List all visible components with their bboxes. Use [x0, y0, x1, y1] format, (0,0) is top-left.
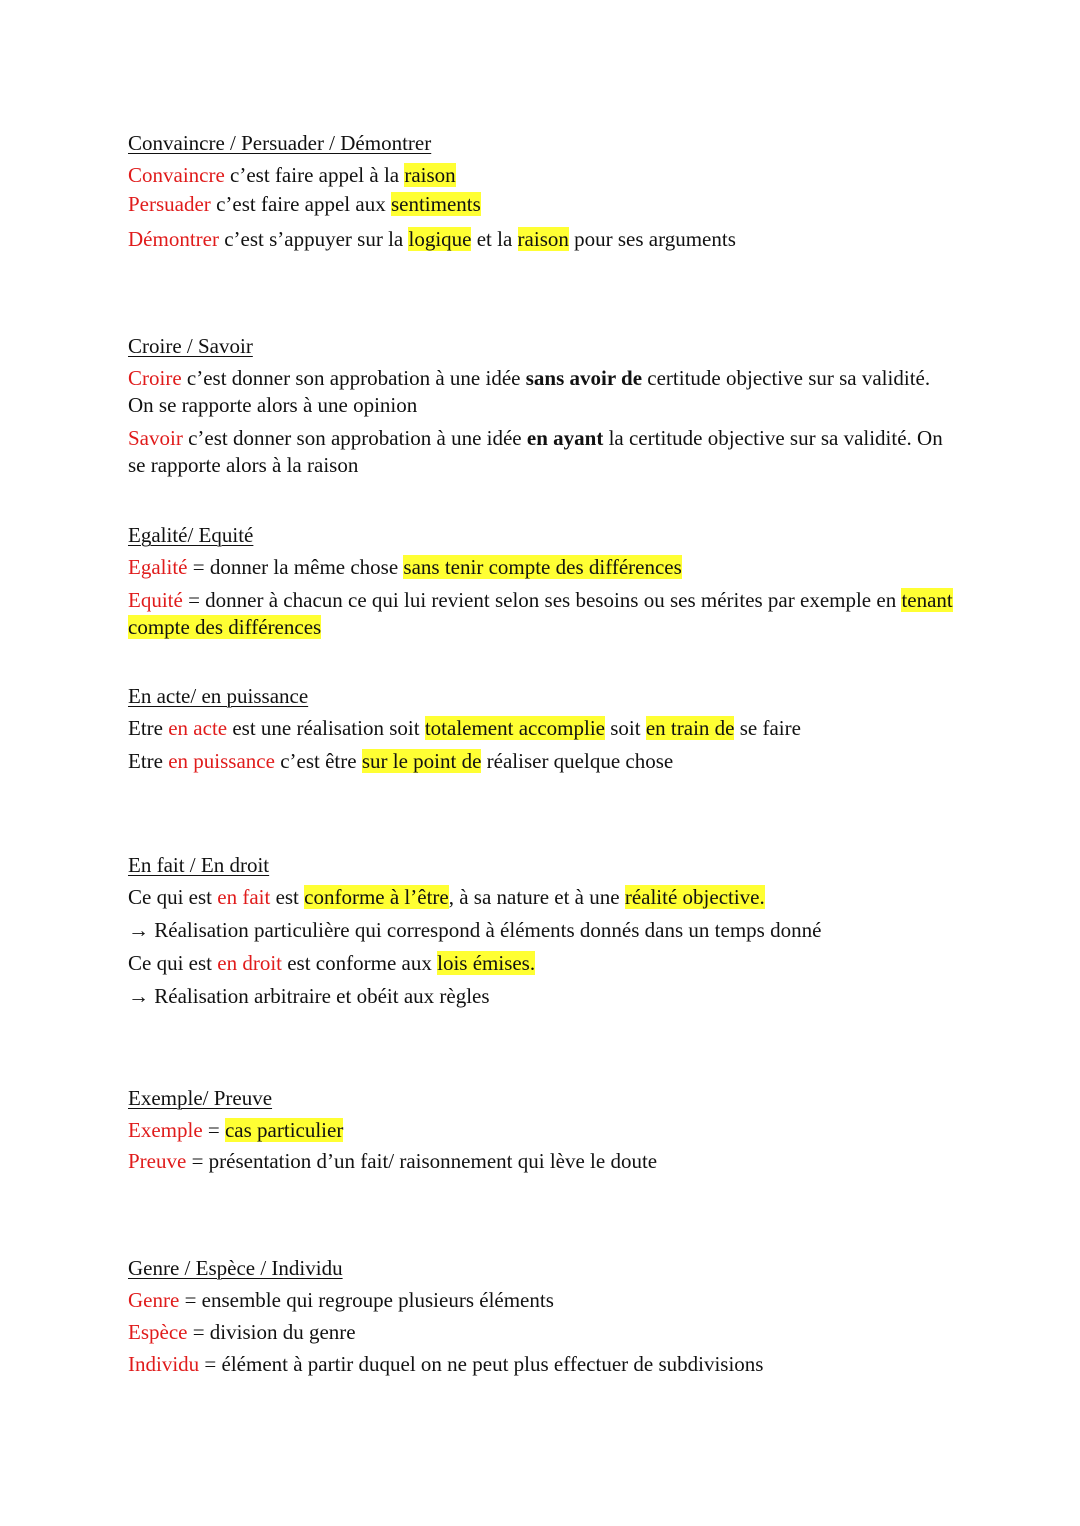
highlight: totalement accomplie	[424, 716, 605, 740]
highlight: sur le point de	[361, 749, 482, 773]
definition-line	[128, 1351, 958, 1378]
text: Etre	[128, 749, 169, 773]
text: Réalisation particulière qui correspond à éléments donnés dans un temps donné	[149, 918, 822, 942]
section-title: Convaincre / Persuader / Démontrer	[128, 131, 432, 155]
highlight: logique	[408, 227, 472, 251]
text: , à sa nature et à une	[448, 885, 625, 909]
section-acte-puissance	[128, 681, 958, 775]
term: Convaincre	[128, 163, 225, 187]
definition-paragraph	[128, 425, 958, 479]
definition-line	[128, 554, 958, 581]
text: = élément à partir duquel on ne peut plus effectuer de subdivisions	[199, 1352, 764, 1376]
definition-line	[128, 917, 958, 944]
definition-line	[128, 1287, 958, 1314]
bold-text: en ayant	[526, 426, 604, 450]
text: Réalisation arbitraire et obéit aux règles	[149, 984, 490, 1008]
text: c’est faire appel aux	[210, 192, 391, 216]
text: Etre	[128, 716, 169, 740]
highlight: cas particulier	[224, 1118, 344, 1142]
section-title: Exemple/ Preuve	[128, 1086, 273, 1110]
text: = donner à chacun ce qui lui revient selon ses besoins ou ses mérites par exemple en	[182, 588, 902, 612]
text: est	[270, 885, 305, 909]
term: en fait	[217, 885, 271, 909]
definition-line	[128, 226, 958, 253]
section-genre-espece-individu	[128, 1253, 958, 1378]
text: pour ses arguments	[568, 227, 736, 251]
section-title: Egalité/ Equité	[128, 523, 254, 547]
term: Exemple	[128, 1118, 203, 1142]
text: c’est donner son approbation à une idée	[182, 426, 527, 450]
text: est conforme aux	[281, 951, 438, 975]
section-title: En fait / En droit	[128, 853, 270, 877]
highlight: en train de	[645, 716, 735, 740]
term: Individu	[128, 1352, 200, 1376]
text: = ensemble qui regroupe plusieurs éléments	[179, 1288, 554, 1312]
highlight: lois émises.	[437, 951, 536, 975]
text: c’est faire appel à la	[224, 163, 405, 187]
highlight: raison	[404, 163, 456, 187]
text: c’est donner son approbation à une idée	[181, 366, 526, 390]
text: est une réalisation soit	[227, 716, 425, 740]
term: en puissance	[168, 749, 275, 773]
text: = division du genre	[187, 1320, 356, 1344]
highlight: sentiments	[390, 192, 481, 216]
text: certitude objective sur sa validité. On se rapporte alors à une opinion	[128, 366, 931, 417]
text: la certitude objective sur sa validité. On se rapporte alors à la raison	[128, 426, 943, 477]
text: c’est s’appuyer sur la	[218, 227, 409, 251]
highlight: sans tenir compte des différences	[403, 555, 682, 579]
section-fait-droit	[128, 850, 958, 1010]
text: =	[202, 1118, 225, 1142]
definition-line	[128, 983, 958, 1010]
highlight: conforme à l’être	[304, 885, 449, 909]
term: Persuader	[128, 192, 211, 216]
definition-line	[128, 884, 958, 911]
definition-line	[128, 950, 958, 977]
definition-line	[128, 1117, 958, 1144]
section-title: En acte/ en puissance	[128, 684, 309, 708]
highlight: réalité objective.	[624, 885, 765, 909]
term: Démontrer	[128, 227, 219, 251]
section-egalite-equite	[128, 520, 958, 641]
text: Ce qui est	[128, 951, 218, 975]
definition-line	[128, 1319, 958, 1346]
term: Espèce	[128, 1320, 188, 1344]
text: c’est être	[274, 749, 362, 773]
arrow-icon: →	[128, 984, 149, 1008]
term: Savoir	[128, 426, 183, 450]
definition-line	[128, 162, 958, 189]
term: Genre	[128, 1288, 180, 1312]
term: Preuve	[128, 1149, 187, 1173]
definition-line	[128, 748, 958, 775]
section-title: Genre / Espèce / Individu	[128, 1256, 343, 1280]
term: en acte	[168, 716, 228, 740]
text: = donner la même chose	[187, 555, 404, 579]
section-convaincre	[128, 128, 958, 253]
definition-line	[128, 191, 958, 218]
term: Croire	[128, 366, 182, 390]
definition-paragraph	[128, 365, 958, 419]
section-title: Croire / Savoir	[128, 334, 253, 358]
text: se faire	[734, 716, 801, 740]
term: Egalité	[128, 555, 188, 579]
bold-text: sans avoir de	[525, 366, 643, 390]
term: Equité	[128, 588, 183, 612]
highlight: tenant compte des différences	[128, 588, 953, 639]
text: Ce qui est	[128, 885, 218, 909]
section-croire-savoir	[128, 331, 958, 479]
definition-line	[128, 715, 958, 742]
text: = présentation d’un fait/ raisonnement qui lève le doute	[186, 1149, 658, 1173]
text: et la	[471, 227, 518, 251]
definition-line	[128, 1148, 958, 1175]
section-exemple-preuve	[128, 1083, 958, 1175]
term: en droit	[217, 951, 282, 975]
text: réaliser quelque chose	[481, 749, 674, 773]
highlight: raison	[517, 227, 569, 251]
arrow-icon: →	[128, 918, 149, 942]
definition-paragraph	[128, 587, 958, 641]
text: soit	[605, 716, 646, 740]
